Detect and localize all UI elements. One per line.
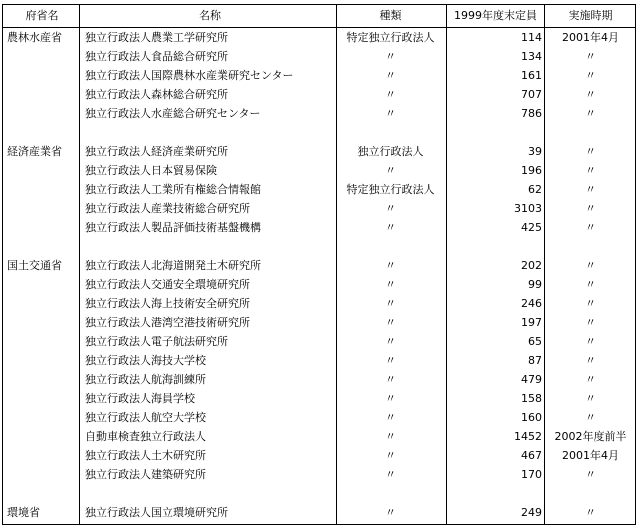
row-employees	[449, 276, 542, 294]
row-date: 〃	[585, 88, 596, 101]
employee-count: 134	[521, 50, 542, 63]
header-ministry: 府省名	[25, 9, 59, 22]
employee-count: 202	[521, 259, 542, 272]
row-name: 独立行政法人土木研究所	[85, 449, 206, 462]
row-date: 〃	[585, 335, 596, 348]
row-employees	[449, 371, 542, 389]
row-employees	[449, 162, 542, 180]
row-date: 2002年度前半	[554, 430, 627, 443]
row-date: 〃	[585, 392, 596, 405]
employee-count: 246	[521, 297, 542, 310]
row-type: 〃	[385, 202, 396, 215]
row-employees	[449, 428, 542, 446]
row-name: 独立行政法人工業所有権総合情報館	[85, 183, 261, 196]
row-type: 〃	[385, 297, 396, 310]
row-employees	[449, 466, 542, 484]
employee-count: 425	[521, 221, 542, 234]
row-name: 独立行政法人産業技術総合研究所	[85, 202, 250, 215]
row-type: 〃	[385, 430, 396, 443]
row-ministry: 経済産業省	[7, 145, 62, 158]
row-type: 〃	[385, 411, 396, 424]
row-employees	[449, 219, 542, 237]
employee-count: 467	[521, 449, 542, 462]
row-type: 〃	[385, 373, 396, 386]
row-name: 独立行政法人海員学校	[85, 392, 195, 405]
row-name: 独立行政法人交通安全環境研究所	[85, 278, 250, 291]
header-name: 名称	[199, 9, 221, 22]
row-ministry: 国土交通省	[7, 259, 62, 272]
row-employees	[449, 409, 542, 427]
row-type: 〃	[385, 69, 396, 82]
employee-count: 65	[528, 335, 542, 348]
row-employees	[449, 257, 542, 275]
row-name: 独立行政法人森林総合研究所	[85, 88, 228, 101]
row-type: 〃	[385, 88, 396, 101]
employee-count: 99	[528, 278, 542, 291]
employee-count: 479	[521, 373, 542, 386]
row-date: 〃	[585, 411, 596, 424]
row-employees	[449, 352, 542, 370]
row-date: 〃	[585, 468, 596, 481]
row-type: 〃	[385, 506, 396, 519]
employee-count: 39	[528, 145, 542, 158]
row-type: 〃	[385, 335, 396, 348]
row-employees	[449, 143, 542, 161]
row-type: 〃	[385, 107, 396, 120]
employee-count: 786	[521, 107, 542, 120]
row-date: 〃	[585, 202, 596, 215]
row-employees	[449, 67, 542, 85]
header-type: 種類	[379, 9, 402, 22]
row-name: 独立行政法人水産総合研究センター	[85, 107, 261, 120]
row-type: 〃	[385, 468, 396, 481]
row-date: 〃	[585, 107, 596, 120]
row-name: 独立行政法人航空大学校	[85, 411, 206, 424]
row-date: 〃	[585, 297, 596, 310]
row-type: 〃	[385, 354, 396, 367]
row-date: 〃	[585, 278, 596, 291]
row-name: 独立行政法人経済産業研究所	[85, 145, 228, 158]
employee-count: 62	[528, 183, 542, 196]
row-type: 〃	[385, 259, 396, 272]
row-employees	[449, 333, 542, 351]
row-employees	[449, 105, 542, 123]
employee-count: 707	[521, 88, 542, 101]
row-name: 独立行政法人製品評価技術基盤機構	[85, 221, 261, 234]
row-date: 〃	[585, 506, 596, 519]
row-type: 〃	[385, 316, 396, 329]
row-date: 〃	[585, 259, 596, 272]
column-divider	[79, 5, 80, 524]
row-name: 自動車検査独立行政法人	[85, 430, 206, 443]
row-date: 〃	[585, 164, 596, 177]
row-date: 2001年4月	[562, 31, 619, 44]
row-date: 〃	[585, 373, 596, 386]
row-type: 〃	[385, 449, 396, 462]
row-employees	[449, 314, 542, 332]
row-employees	[449, 447, 542, 465]
employee-count: 161	[521, 69, 542, 82]
row-name: 独立行政法人海技大学校	[85, 354, 206, 367]
header-employees: 1999年度末定員	[454, 9, 537, 22]
employee-count: 87	[528, 354, 542, 367]
header-date: 実施時期	[568, 9, 613, 22]
row-type: 〃	[385, 392, 396, 405]
row-date: 2001年4月	[562, 449, 619, 462]
row-employees	[449, 181, 542, 199]
row-name: 独立行政法人国立環境研究所	[85, 506, 228, 519]
row-employees	[449, 29, 542, 47]
row-date: 〃	[585, 316, 596, 329]
row-employees	[449, 48, 542, 66]
row-name: 独立行政法人海上技術安全研究所	[85, 297, 250, 310]
employee-count: 170	[521, 468, 542, 481]
row-date: 〃	[585, 221, 596, 234]
row-name: 独立行政法人建築研究所	[85, 468, 206, 481]
row-date: 〃	[585, 50, 596, 63]
employee-count: 197	[521, 316, 542, 329]
column-divider	[336, 5, 337, 524]
agency-table	[2, 4, 636, 525]
row-name: 独立行政法人電子航法研究所	[85, 335, 228, 348]
row-type: 独立行政法人	[357, 145, 424, 158]
employee-count: 3103	[514, 202, 542, 215]
row-name: 独立行政法人国際農林水産業研究センター	[85, 69, 294, 82]
row-ministry: 環境省	[7, 506, 40, 519]
employee-count: 196	[521, 164, 542, 177]
column-divider	[544, 5, 545, 524]
row-employees	[449, 295, 542, 313]
row-name: 独立行政法人食品総合研究所	[85, 50, 228, 63]
employee-count: 1452	[514, 430, 542, 443]
row-employees	[449, 200, 542, 218]
column-divider	[446, 5, 447, 524]
row-type: 〃	[385, 221, 396, 234]
row-date: 〃	[585, 145, 596, 158]
row-name: 独立行政法人日本貿易保険	[85, 164, 217, 177]
row-type: 特定独立行政法人	[346, 183, 435, 196]
employee-count: 249	[521, 506, 542, 519]
row-employees	[449, 504, 542, 522]
row-type: 特定独立行政法人	[346, 31, 435, 44]
row-type: 〃	[385, 164, 396, 177]
row-ministry: 農林水産省	[7, 31, 62, 44]
row-type: 〃	[385, 50, 396, 63]
row-employees	[449, 86, 542, 104]
row-type: 〃	[385, 278, 396, 291]
row-employees	[449, 390, 542, 408]
row-name: 独立行政法人港湾空港技術研究所	[85, 316, 250, 329]
employee-count: 160	[521, 411, 542, 424]
header-divider	[3, 27, 635, 28]
row-name: 独立行政法人北海道開発土木研究所	[85, 259, 261, 272]
employee-count: 114	[521, 31, 542, 44]
row-name: 独立行政法人航海訓練所	[85, 373, 206, 386]
row-date: 〃	[585, 354, 596, 367]
row-date: 〃	[585, 183, 596, 196]
row-name: 独立行政法人農業工学研究所	[85, 31, 228, 44]
row-date: 〃	[585, 69, 596, 82]
employee-count: 158	[521, 392, 542, 405]
